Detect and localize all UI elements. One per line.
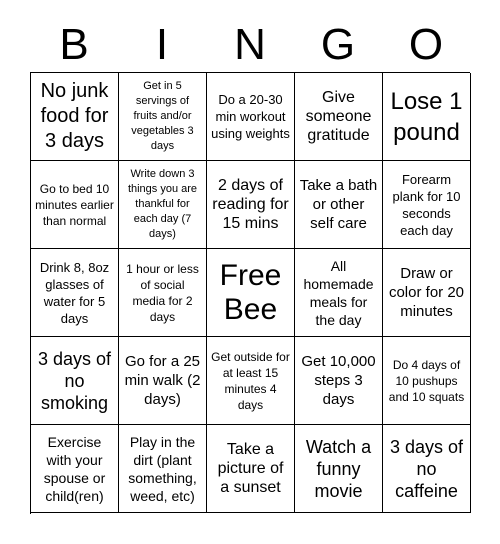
bingo-cell-g2[interactable] — [295, 161, 383, 249]
bingo-cell-n2[interactable] — [207, 161, 295, 249]
bingo-cell-b3[interactable] — [31, 249, 119, 337]
bingo-cell-b2[interactable] — [31, 161, 119, 249]
cell-text: Forearm plank for 10 seconds each day — [392, 171, 461, 238]
cell-text: 2 days of reading for 15 mins — [212, 177, 289, 232]
cell-text: Drink 8, 8oz glasses of water for 5 days — [39, 259, 110, 326]
header-letter-i: I — [155, 20, 169, 69]
cell-text: Take a bath or other self care — [299, 177, 378, 232]
header-letter-b: B — [59, 20, 89, 69]
cell-text: Write down 3 things you are thankful for each day (7 days) — [127, 168, 198, 240]
bingo-cell-i4[interactable] — [119, 337, 207, 425]
bingo-header — [30, 18, 470, 72]
cell-text: Give someone gratitude — [305, 89, 372, 144]
cell-text: No junk food for 3 days — [40, 80, 109, 152]
bingo-cell-i1[interactable] — [119, 73, 207, 161]
cell-text: 1 hour or less of social media for 2 days — [126, 261, 199, 324]
cell-text: Go for a 25 min walk (2 days) — [124, 353, 201, 408]
bingo-cell-o3[interactable] — [383, 249, 471, 337]
cell-text: Exercise with your spouse or child(ren) — [43, 433, 106, 504]
bingo-cell-g5[interactable] — [295, 425, 383, 513]
header-letter-o: O — [408, 20, 444, 69]
cell-text: Get 10,000 steps 3 days — [301, 353, 376, 408]
cell-text: 3 days of no caffeine — [389, 436, 464, 501]
bingo-cell-b4[interactable] — [31, 337, 119, 425]
bingo-cell-i2[interactable] — [119, 161, 207, 249]
cell-text: Do 4 days of 10 pushups and 10 squats — [388, 357, 465, 404]
cell-text: Free Bee — [219, 258, 282, 326]
bingo-cell-o2[interactable] — [383, 161, 471, 249]
cell-text: Play in the dirt (plant something, weed, etc) — [128, 433, 197, 504]
bingo-cell-o1[interactable] — [383, 73, 471, 161]
cell-text: Go to bed 10 minutes earlier than normal — [35, 181, 114, 228]
cell-text: Get outside for at least 15 minutes 4 days — [211, 349, 290, 412]
cell-text: 3 days of no smoking — [37, 348, 112, 413]
cell-text: Take a picture of a sunset — [217, 441, 284, 496]
bingo-cell-o5[interactable] — [383, 425, 471, 513]
bingo-cell-b5[interactable] — [31, 425, 119, 513]
bingo-cell-n5[interactable] — [207, 425, 295, 513]
cell-text: Do a 20-30 min workout using weights — [211, 92, 290, 141]
bingo-cell-i3[interactable] — [119, 249, 207, 337]
bingo-cell-g4[interactable] — [295, 337, 383, 425]
bingo-cell-g3[interactable] — [295, 249, 383, 337]
bingo-cell-o4[interactable] — [383, 337, 471, 425]
header-letter-n: N — [234, 20, 266, 69]
bingo-cell-n4[interactable] — [207, 337, 295, 425]
bingo-board — [30, 72, 470, 514]
header-letter-g: G — [320, 20, 356, 69]
cell-text: Lose 1 pound — [390, 87, 463, 146]
cell-text: Get in 5 servings of fruits and/or vegetables 3 days — [131, 80, 194, 152]
bingo-cell-g1[interactable] — [295, 73, 383, 161]
cell-text: Draw or color for 20 minutes — [388, 265, 465, 320]
bingo-cell-b1[interactable] — [31, 73, 119, 161]
bingo-cell-i5[interactable] — [119, 425, 207, 513]
bingo-cell-n3[interactable] — [207, 249, 295, 337]
cell-text: Watch a funny movie — [305, 436, 372, 501]
cell-text: All homemade meals for the day — [303, 257, 374, 328]
bingo-cell-n1[interactable] — [207, 73, 295, 161]
